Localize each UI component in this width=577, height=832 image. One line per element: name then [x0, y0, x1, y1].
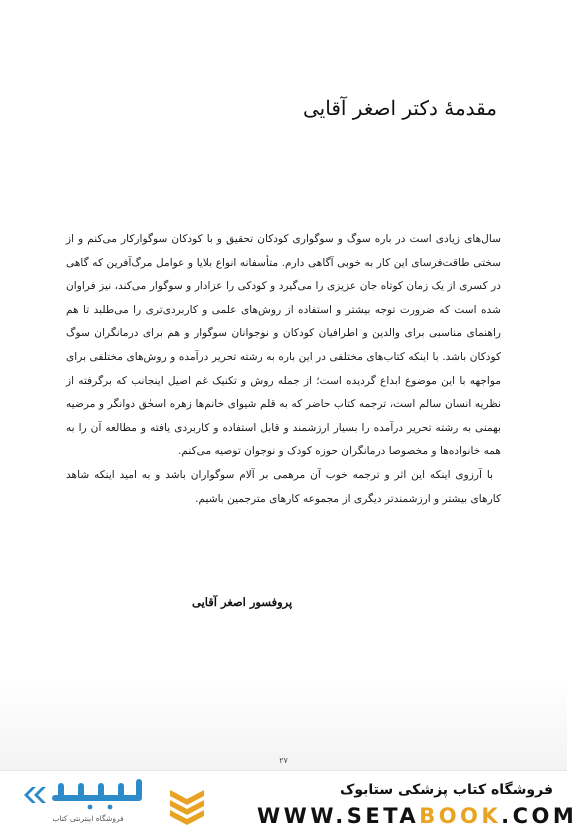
logo-subtext: فروشگاه اینترنتی کتاب	[52, 814, 124, 823]
store-name: فروشگاه کتاب پزشکی ستابوک	[340, 782, 553, 798]
page-title: مقدمهٔ دکتر اصغر آقایی	[302, 96, 497, 120]
book-stack-logo-icon	[166, 782, 208, 824]
paragraph-1: سال‌های زیادی است در باره سوگ و سوگواری کودکان تحقیق و با کودکان سوگوارکار می‌کنم و از سختی طاقت‌فرسای این کار به خوبی آگاهی دارم. متأسفانه انواع بلایا و عوامل مرگ‌آفرین که گاهی در کسری از یک زمان کوتاه جان عزیزی را می‌گیرد و کودکی را عزادار و سوگوار می‌کند، نیز فراوان شده است که ضرورت توجه بیشتر و استفاده از روش‌های علمی و کاربردی‌تری را می‌طلبد تا هم راهنمای مناسبی برای والدین و اطرافیان کودکان و نوجوانان سوگوار و هم برای درمانگران سوگ کودکان باشد. با اینکه کتاب‌های مختلفی در این باره به رشته تحریر درآمده و روش‌های مختلفی برای مواجهه با این موضوع ابداع گردیده است؛ از جمله روش و تکنیک غم اصیل اینجانب که برگرفته از نظریه انسان سالم است، ترجمه کتاب حاضر که به قلم شیوای خانم‌ها زهره اسحٰق دوانگر و مرضیه بهمنی به رشته تحریر درآمده را بسیار ارزشمند و قابل استفاده و کاربردی یافته و مطالعه آن را به همه خانواده‌ها و مخصوصا درمانگران حوزه کودک و نوجوان توصیه می‌کنم.	[66, 233, 501, 458]
url-highlight: BOOK	[419, 804, 502, 828]
store-banner	[0, 770, 577, 832]
url-suffix: .COM	[501, 804, 577, 828]
store-url[interactable]	[257, 804, 577, 828]
setabook-wordmark-logo	[18, 777, 158, 813]
page-number: ۲۷	[279, 756, 288, 765]
body-text	[66, 228, 501, 511]
paragraph-2: با آرزوی اینکه این اثر و ترجمه خوب آن مرهمی بر آلام سوگواران باشد و به امید اینکه شاهد کارهای بیشتر و ارزشمندتر دیگری از مجموعه کارهای مترجمین باشیم.	[66, 468, 501, 505]
signature: پروفسور اصغر آقایی	[192, 595, 293, 609]
url-prefix: WWW.SETA	[257, 804, 420, 828]
